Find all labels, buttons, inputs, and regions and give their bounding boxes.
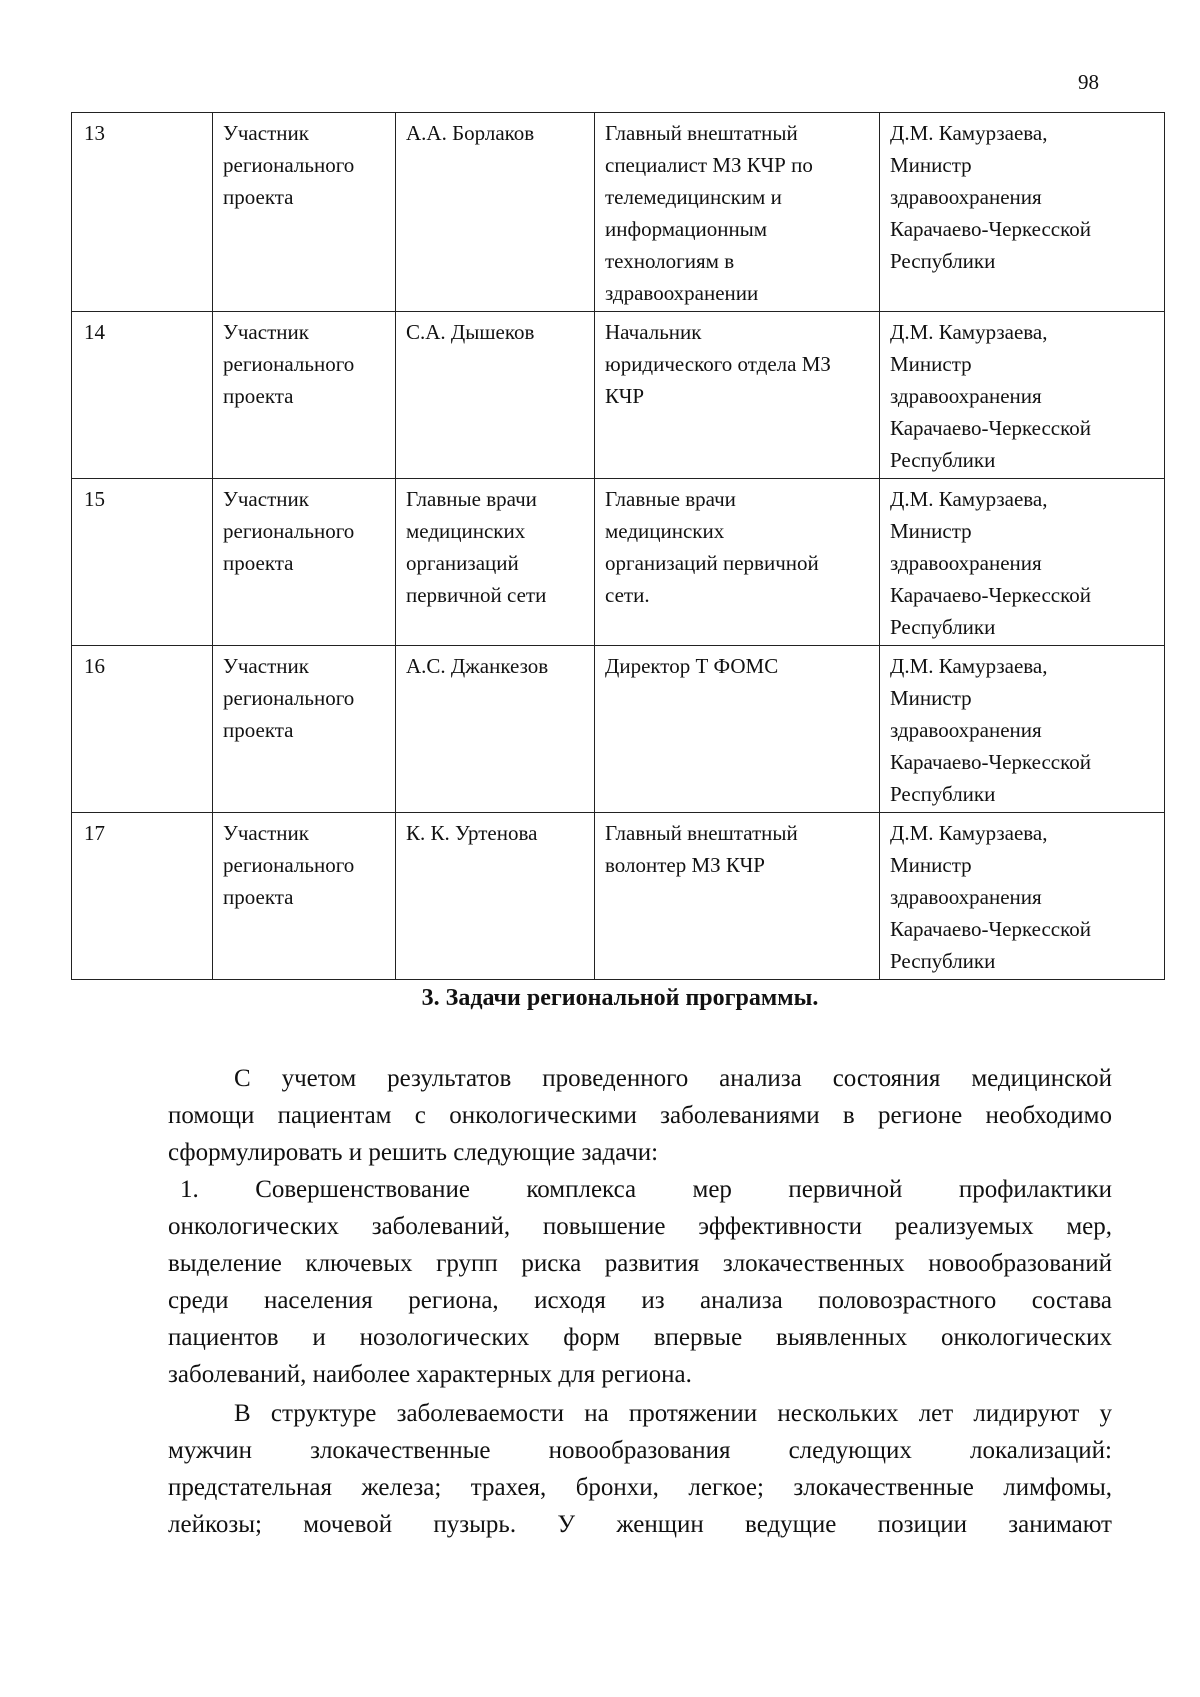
cell-role: [213, 479, 396, 646]
cell-name-line: К. К. Уртенова: [406, 821, 538, 845]
cell-supervisor-line: Министр: [890, 153, 972, 177]
text-line: заболеваний, наиболее характерных для региона.: [168, 1361, 692, 1388]
cell-supervisor: [880, 113, 1165, 312]
cell-position-line: Главные врачи: [605, 487, 736, 511]
cell-role-line: Участник: [223, 821, 309, 845]
text-line: пациентов и нозологических форм впервые выявленных онкологических: [168, 1324, 1112, 1351]
text-line: В структуре заболеваемости на протяжении нескольких лет лидируют у: [234, 1400, 1112, 1427]
cell-position-line: Главный внештатный: [605, 121, 798, 145]
paragraph-structure: [168, 1395, 1112, 1543]
cell-position-line: здравоохранении: [605, 281, 759, 305]
cell-name: [396, 813, 595, 980]
cell-supervisor-line: Карачаево-Черкесской: [890, 750, 1092, 774]
cell-role-line: проекта: [223, 551, 294, 575]
section-body: [168, 1060, 1112, 1543]
cell-role-line: регионального: [223, 686, 355, 710]
cell-name: [396, 113, 595, 312]
paragraph-intro: [168, 1060, 1112, 1097]
text-line: выделение ключевых групп риска развития злокачественных новообразований: [168, 1250, 1112, 1277]
cell-supervisor-line: Карачаево-Черкесской: [890, 917, 1092, 941]
table-row: [72, 813, 1165, 980]
cell-supervisor-line: Д.М. Камурзаева,: [890, 320, 1048, 344]
cell-position: [595, 312, 880, 479]
cell-role: [213, 646, 396, 813]
cell-role: [213, 113, 396, 312]
cell-number: 17: [72, 813, 213, 980]
cell-supervisor: [880, 813, 1165, 980]
cell-role-line: проекта: [223, 384, 294, 408]
cell-name-line: медицинских: [406, 519, 526, 543]
cell-position-line: юридического отдела МЗ: [605, 352, 831, 376]
cell-role-line: регионального: [223, 153, 355, 177]
cell-supervisor-line: здравоохранения: [890, 185, 1042, 209]
cell-supervisor-line: Министр: [890, 519, 972, 543]
cell-role-line: Участник: [223, 121, 309, 145]
cell-supervisor-line: здравоохранения: [890, 885, 1042, 909]
cell-role-line: Участник: [223, 487, 309, 511]
cell-supervisor-line: Министр: [890, 352, 972, 376]
cell-supervisor: [880, 646, 1165, 813]
text-line: С учетом результатов проведенного анализа состояния медицинской: [234, 1065, 1112, 1092]
cell-role-line: регионального: [223, 352, 355, 376]
cell-position-line: Директор Т ФОМС: [605, 654, 779, 678]
cell-supervisor-line: Д.М. Камурзаева,: [890, 121, 1048, 145]
cell-supervisor-line: Республики: [890, 949, 996, 973]
cell-supervisor-line: Республики: [890, 249, 996, 273]
cell-position-line: организаций первичной: [605, 551, 819, 575]
table-body: [72, 113, 1165, 980]
cell-name-line: Главные врачи: [406, 487, 537, 511]
text-line: онкологических заболеваний, повышение эффективности реализуемых мер,: [168, 1213, 1112, 1240]
cell-supervisor-line: Министр: [890, 686, 972, 710]
cell-supervisor-line: Д.М. Камурзаева,: [890, 821, 1048, 845]
cell-role-line: регионального: [223, 519, 355, 543]
cell-number: 16: [72, 646, 213, 813]
cell-position-line: технологиям в: [605, 249, 735, 273]
cell-position-line: телемедицинским и: [605, 185, 782, 209]
cell-role-line: проекта: [223, 185, 294, 209]
table-row: [72, 479, 1165, 646]
project-participants-table: [71, 112, 1165, 980]
cell-supervisor-line: Карачаево-Черкесской: [890, 217, 1092, 241]
cell-supervisor: [880, 312, 1165, 479]
cell-supervisor-line: здравоохранения: [890, 551, 1042, 575]
cell-name: [396, 479, 595, 646]
cell-role-line: проекта: [223, 718, 294, 742]
list-item-1: [168, 1171, 1112, 1393]
cell-name: [396, 312, 595, 479]
table-row: [72, 312, 1165, 479]
table-row: [72, 113, 1165, 312]
cell-supervisor-line: Карачаево-Черкесской: [890, 416, 1092, 440]
cell-role: [213, 813, 396, 980]
cell-supervisor: [880, 479, 1165, 646]
text-line: среди населения региона, исходя из анализа половозрастного состава: [168, 1287, 1112, 1314]
cell-name-line: А.С. Джанкезов: [406, 654, 549, 678]
cell-position: [595, 479, 880, 646]
cell-position-line: Главный внештатный: [605, 821, 798, 845]
cell-supervisor-line: Республики: [890, 782, 996, 806]
cell-supervisor-line: здравоохранения: [890, 384, 1042, 408]
cell-position-line: специалист МЗ КЧР по: [605, 153, 813, 177]
cell-supervisor-line: Республики: [890, 448, 996, 472]
cell-supervisor-line: Д.М. Камурзаева,: [890, 654, 1048, 678]
cell-position-line: Начальник: [605, 320, 702, 344]
page-number: 98: [1078, 70, 1099, 94]
cell-name-line: первичной сети: [406, 583, 547, 607]
text-line: 1. Совершенствование комплекса мер первичной профилактики: [180, 1176, 1112, 1203]
cell-position-line: медицинских: [605, 519, 725, 543]
cell-supervisor-line: здравоохранения: [890, 718, 1042, 742]
text-line: мужчин злокачественные новообразования следующих локализаций:: [168, 1437, 1112, 1464]
cell-role-line: Участник: [223, 654, 309, 678]
cell-number: 15: [72, 479, 213, 646]
text-line: помощи пациентам с онкологическими заболеваниями в регионе необходимо: [168, 1102, 1112, 1129]
text-line: сформулировать и решить следующие задачи:: [168, 1139, 659, 1166]
cell-supervisor-line: Карачаево-Черкесской: [890, 583, 1092, 607]
cell-position-line: информационным: [605, 217, 768, 241]
cell-supervisor-line: Министр: [890, 853, 972, 877]
cell-name: [396, 646, 595, 813]
section-title: 3. Задачи региональной программы.: [421, 985, 819, 1011]
cell-number: 14: [72, 312, 213, 479]
table-row: [72, 646, 1165, 813]
cell-role-line: регионального: [223, 853, 355, 877]
cell-name-line: С.А. Дышеков: [406, 320, 535, 344]
cell-supervisor-line: Д.М. Камурзаева,: [890, 487, 1048, 511]
cell-role-line: Участник: [223, 320, 309, 344]
cell-position: [595, 646, 880, 813]
cell-position: [595, 813, 880, 980]
cell-role-line: проекта: [223, 885, 294, 909]
cell-name-line: организаций: [406, 551, 519, 575]
cell-position-line: сети.: [605, 583, 650, 607]
cell-supervisor-line: Республики: [890, 615, 996, 639]
cell-position-line: волонтер МЗ КЧР: [605, 853, 765, 877]
text-line: предстательная железа; трахея, бронхи, легкое; злокачественные лимфомы,: [168, 1474, 1112, 1501]
cell-position-line: КЧР: [605, 384, 645, 408]
cell-role: [213, 312, 396, 479]
cell-position: [595, 113, 880, 312]
text-line: лейкозы; мочевой пузырь. У женщин ведущие позиции занимают: [168, 1511, 1112, 1538]
cell-number: 13: [72, 113, 213, 312]
cell-name-line: А.А. Борлаков: [406, 121, 535, 145]
